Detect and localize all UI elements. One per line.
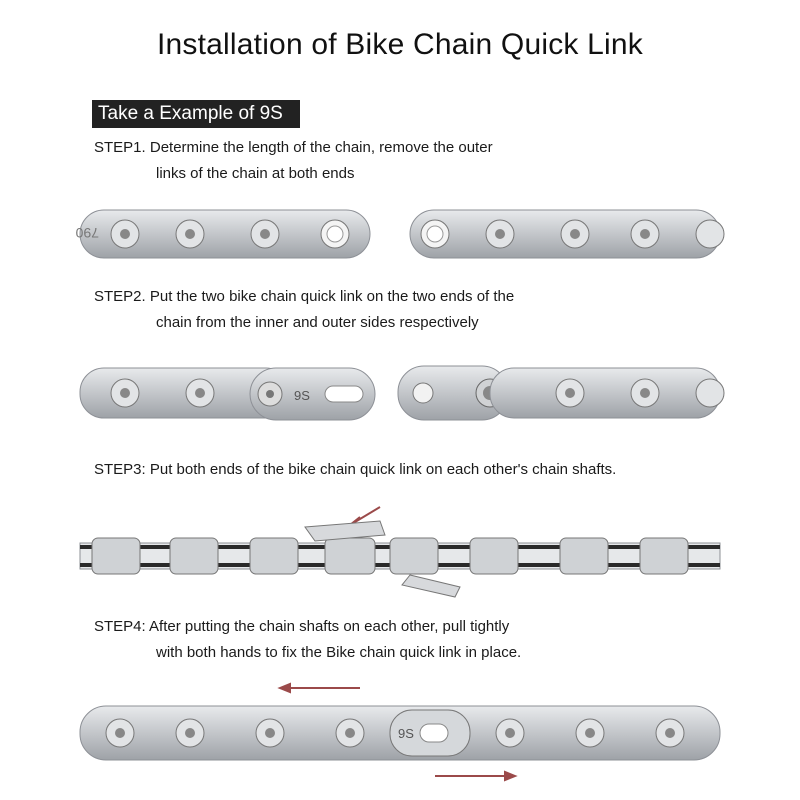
- step-1-chain-image: [75, 200, 720, 270]
- step-4-text: [94, 618, 521, 661]
- step-1-label: STEP1.: [94, 139, 146, 156]
- step-3-line1: Put both ends of the bike chain quick link on each other's chain shafts.: [149, 461, 617, 478]
- arrow-right: [435, 772, 515, 780]
- step-2-text: [94, 288, 514, 331]
- step-4-line2: with both hands to fix the Bike chain quick link in place.: [156, 644, 522, 661]
- step-2-line1: Put the two bike chain quick link on the two ends of the: [149, 288, 515, 305]
- right-chain-with-quick-link: [398, 366, 724, 420]
- step-1-line2: links of the chain at both ends: [156, 165, 355, 182]
- step-4-line1: After putting the chain shafts on each other, pull tightly: [149, 618, 510, 635]
- left-chain-segment: [75, 210, 370, 258]
- step-1-line1: Determine the length of the chain, remove the outer: [149, 139, 493, 156]
- svg-text:790: 790: [75, 225, 99, 241]
- svg-text:9S: 9S: [294, 388, 310, 403]
- step-4-chain-image: [80, 676, 720, 794]
- step-2-line2: chain from the inner and outer sides respectively: [156, 314, 479, 331]
- step-3-label: STEP3:: [94, 461, 146, 478]
- assembled-chain: [80, 706, 720, 760]
- right-chain-segment: [410, 210, 724, 258]
- left-chain-with-quick-link: [80, 368, 375, 420]
- step-3-chain-image: [80, 505, 720, 600]
- step-2-label: STEP2.: [94, 288, 146, 305]
- step-2-chain-image: [80, 360, 720, 430]
- step-4-label: STEP4:: [94, 618, 146, 635]
- step-3-text: [94, 461, 616, 478]
- step-1-text: [94, 139, 493, 182]
- side-view-chain: [80, 521, 720, 597]
- example-badge: Take a Example of 9S: [92, 100, 300, 128]
- arrow-left: [280, 684, 360, 692]
- svg-text:9S: 9S: [398, 726, 414, 741]
- page-title: Installation of Bike Chain Quick Link: [157, 28, 643, 61]
